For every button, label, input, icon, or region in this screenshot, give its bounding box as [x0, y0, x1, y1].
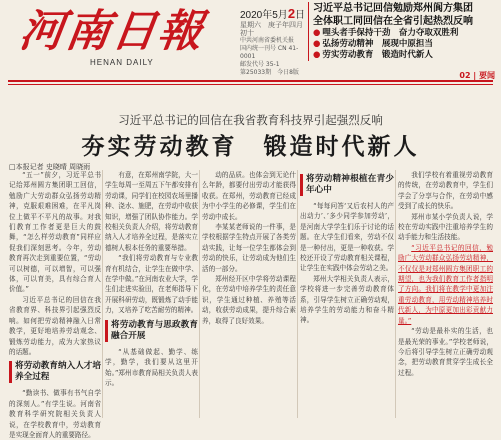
- section-subhead: [105, 320, 198, 342]
- date-prefix: 2020年5月: [240, 10, 288, 21]
- article-column-2: [105, 170, 198, 420]
- section-subhead: [300, 174, 394, 196]
- paragraph: 郑州市某小学负责人说，学校在劳动实践中注重培养学生的动手能力和生活技能。: [398, 212, 493, 242]
- issue-info-4: 第25033期 今日8版: [240, 69, 299, 76]
- subhead-text: 将劳动精神根植在青少年心中: [306, 174, 394, 195]
- front-headlines: [308, 2, 501, 61]
- article-column-4: [300, 170, 394, 420]
- headline-item[interactable]: [313, 28, 501, 39]
- subhead-text: 将劳动教育纳入人才培养全过程: [15, 361, 101, 383]
- paragraph: “五一”前夕，习近平总书记给郑州圆方集团职工回信，勉励广大劳动群众弘扬劳动精神，克服艰难困难，在平凡岗位上做平不平凡的故事。对我们教育工作者更是巨大的鼓舞，“怎么样劳动教育”同样应促我们深刻思考。今年，劳动教育再次走到重要位置，“劳动可以树德，可以增智，可以强体，可以育美，具有综合育人价值。”: [9, 171, 101, 294]
- date-suffix: 日: [295, 10, 306, 21]
- paragraph: 有意，在郑州南学院，大一学生每周一至周五下午都安排有劳动课，同学们在校园农场里播种、浇水、施肥，在劳动中收获知识，增强了团队协作能力。学校相关负责人介绍，将劳动教育纳入人才培养全过程，是落实立德树人根本任务的重要举措。: [105, 171, 198, 252]
- issue-info-2: 国内统一刊号 CN 41-0001: [240, 45, 299, 60]
- headline-main-1[interactable]: 习近平总书记回信勉励郑州阆方集团: [313, 3, 473, 14]
- paragraph: 动的品质。也体会到无论什么年龄，都要付出劳动才能获得收获。在郑州，劳动教育已经成为中小学生的必修课，学生们在劳动中成长。: [202, 171, 296, 221]
- masthead-rule: [8, 80, 493, 82]
- headline-item-text: 哩头者手保持干劲 奋力夺取双胜利: [322, 28, 459, 38]
- paragraph: 习近平总书记的回信在我省教育界、科技界引起强烈反响。如何把劳动精神融入日常教学，更好地培养劳动观念、锻炼劳动能力，成为大家热议的话题。: [9, 295, 101, 356]
- lunar-date: 星期六 庚子年四月初十: [240, 21, 303, 37]
- article-subtitle: 习近平总书记的回信在我省教育科技界引起强烈反响: [118, 113, 383, 127]
- highlighted-quote: “习近平总书记的回信，勉励广大劳动群众弘扬劳动精神，不仅仅是对郑州圆方集团职工的期望，也为我们教育工作者指明了方向。我们将在教学中更加注重劳动教育，用劳动精神培养时代新人，为中原更加出彩贡献力量。”: [398, 243, 493, 325]
- article-column-1: [9, 170, 101, 439]
- headline-item[interactable]: [313, 39, 501, 50]
- masthead: [0, 0, 501, 88]
- paragraph: “劳动是最朴实的生活，也是最光荣的事业。”学校老师说，今后将引导学生树立正确劳动观念，把劳动教育贯穿学生成长全过程。: [398, 327, 493, 377]
- bullet-icon: ●: [313, 39, 321, 49]
- paragraph: 郑州大学相关负责人表示，学校将进一步完善劳动教育体系，引导学生树立正确劳动观，培养学生的劳动能力和奋斗精神。: [300, 274, 394, 325]
- paragraph: “每每问答‘又后农村人的产出动力’、’多少同学参加劳动’，是河南大学学生们乐于讨论的话题。在大学生们看来，劳动不仅是一种付出，更是一种收获。学校还开设了劳动教育相关课程，让学生在实践中体会劳动之美。: [300, 202, 394, 273]
- issue-date-box: [240, 6, 306, 77]
- section-subhead: [9, 361, 101, 383]
- article-column-3: [202, 170, 296, 420]
- paragraph: “从基础做起、勤学、练学，勤学，我们要从这里开始。”郑州市教育局相关负责人表示。: [105, 347, 198, 387]
- headline-item-text: 弘扬劳动精神 展现中原担当: [322, 39, 433, 49]
- issue-date: [240, 6, 306, 21]
- column-divider: [395, 170, 396, 418]
- date-day: 2: [287, 6, 296, 21]
- article-byline: □本报记者 史晓晴 周晓雨: [9, 163, 91, 171]
- paragraph: 我们学校有着重视劳动教育的传统，在劳动教育中，学生们学会了分享与合作，在劳动中感受到了成长的快乐。: [398, 171, 493, 211]
- article-column-5: [398, 170, 493, 420]
- paragraph: “我们将劳动教育与专业教育有机结合，让学生在做中学、在学中做。”在河南农业大学，学生们走进实验田，在老师指导下开展科研劳动，既锻炼了动手能力，又培养了吃苦耐劳的精神。: [105, 254, 198, 315]
- issue-info-3: 邮发代号 35-1: [240, 61, 280, 68]
- column-divider: [102, 170, 103, 418]
- subhead-text: 将劳动教育与思政教育融合开展: [111, 319, 198, 341]
- issue-info-1: 中共河南省委机关报: [240, 37, 295, 44]
- paragraph: 李某某老师说的一件事，是学校根据学生特点开展了各类劳动实践，让每一位学生都体会到劳动的快乐，让劳动成为他们生活的一部分。: [202, 223, 296, 273]
- page-section-tag: 02 | 要闻: [459, 71, 495, 80]
- paragraph: 郑州经开区中学将劳动课程化，在劳动中培养学生的责任意识，学生通过种植、养殖等活动，收获劳动成果，提升综合素养，取得了良好效果。: [202, 275, 296, 325]
- headline-item[interactable]: [313, 50, 501, 61]
- paragraph: “勤读书、做事有书气自学的深刻人。”有学生说。河南省教育科学研究院相关负责人说，在学校教育中，劳动教育是实现全面育人的重要路径。: [9, 389, 101, 439]
- article-title: 夯实劳动教育 锻造时代新人: [81, 133, 420, 160]
- bullet-icon: ●: [313, 50, 321, 60]
- column-divider: [199, 170, 200, 418]
- headline-item-text: 劳实劳动教育 锻造时代新人: [322, 50, 433, 60]
- headline-main-2[interactable]: 全体职工同回信在全省引起热烈反响: [313, 16, 473, 27]
- column-divider: [297, 170, 298, 418]
- newspaper-logo: 河南日報: [16, 6, 208, 57]
- bullet-icon: ●: [313, 28, 321, 38]
- newspaper-logo-english: HENAN DAILY: [90, 58, 154, 67]
- masthead-rule-thin: [8, 84, 493, 85]
